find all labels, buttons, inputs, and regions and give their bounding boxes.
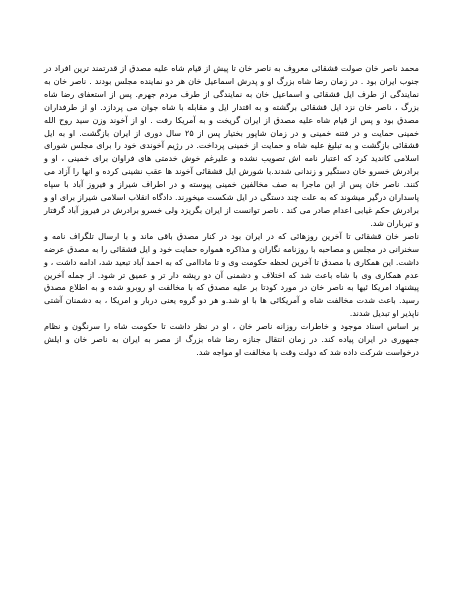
paragraph-3: بر اساس اسناد موجود و خاطرات روزانه ناصر خان ، او در نظر داشت تا حکومت شاه را سرنگون و نظام جمهوری در ایران پیاده کند. در زمان انتقال جنازه رضا شاه بزرگ از مصر به ایران به ناصر خان و ایلش درخواست شرکت داده شد که دولت وقت با مخالفت او مواجه شد.	[44, 321, 419, 357]
paragraph-1: محمد ناصر خان صولت قشقائی معروف به ناصر خان تا پیش از قیام شاه علیه مصدق از قدرتمند ترین افراد در جنوب ایران بود . در زمان رضا شاه بزرگ او و پدرش اسماعیل خان هر دو نماینده مجلس بودند . ناصر خان به نمایندگی از طرف ایل قشقائی و اسماعیل خان به نمایندگی از طرف مردم جهرم. پس از استعفای رضا شاه بزرگ ، ناصر خان نزد ایل قشقائی برگشته و به اقتدار ایل و مقابله با شاه جوان می پردازد. او از طرفداران مصدق بود و پس از قیام شاه علیه مصدق از ایران گریخت و به آمریکا رفت . او از آخوند وزن سید روح الله خمینی حمایت و در فتنه خمینی و در زمان شاپور بختیار پس از ۲۵ سال دوری از ایران بازگشت. او به ایل قشقائی بازگشت و به تبلیغ علیه شاه و حمایت از خمینی پرداخت. در رژیم آخوندی خود را برای مجلس شورای اسلامی کاندید کرد که اعتبار نامه اش تصویب نشده و علیرغم خوش خدمتی های فراوان برای خمینی ، او و برادرش خسرو خان دستگیر و زندانی شدند.با شورش ایل قشقائی آخوند ها عقب نشینی کرده و انها را آزاد می کنند. ناصر خان پس از این ماجرا به صف مخالفین خمینی پیوسته و در اطراف شیراز و فیروز آباد با سپاه پاسداران درگیر میشوند که به علت چند دستگی در ایل شکست میخورند. دادگاه انقلاب اسلامی شیراز برای او و برادرش حکم غیابی اعدام صادر می کند . ناصر توانست از ایران بگریزد ولی خسرو برادرش در فیروز آباد گرفتار و تیرباران شد.	[44, 63, 419, 228]
document-body	[44, 62, 419, 359]
paragraph-2: ناصر خان قشقائی تا آخرین روزهائی که در ایران بود در کنار مصدق باقی ماند و با ارسال تلگراف نامه و سخنرانی در مجلس و مصاحبه با روزنامه نگاران و مذاکره همواره حمایت خود و ایل قشقائی را به مصدق عرضه داشت. این همکاری با مصدق تا آخرین لحظه حکومت وی و تا ماداامی که به احمد آباد تبعید شد، ادامه داشت ، و عدم همکاری وی با شاه باعث شد که اختلاف و دشمنی آن دو ریشه دار تر و عمیق تر شود. از جمله آخرین پیشنهاد امریکا ئیها به ناصر خان در مورد کودتا بر علیه مصدق که با مخالفت او روبرو شده و به اطلاع مصدق رسید. باعث شدت مخالفت شاه و آمریکائی ها با او شد.و هر دو گروه یعنی دربار و امریکا ، به دشمنان آشتی ناپذیر او تبدیل شدند.	[44, 230, 419, 319]
